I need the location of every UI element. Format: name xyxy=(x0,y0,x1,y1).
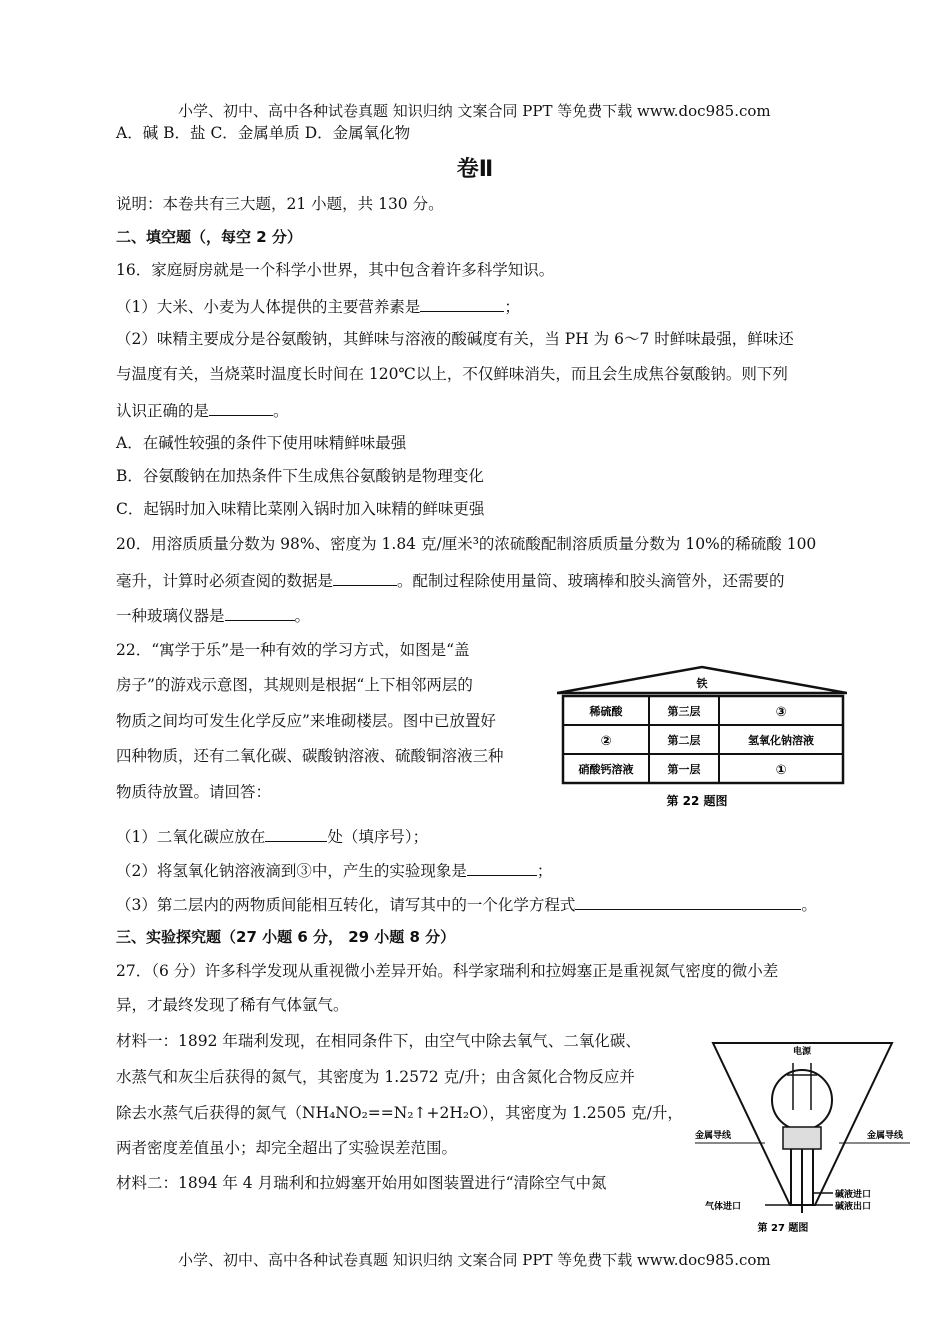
q22-sub3-blank[interactable] xyxy=(575,893,801,910)
q20-line1: 20．用溶质质量分数为 98%、密度为 1.84 克/厘米³的浓硫酸配制溶质质量分数为 10%的稀硫酸 100 xyxy=(116,535,817,553)
q16-option-b: B．谷氨酸钠在加热条件下生成焦谷氨酸钠是物理变化 xyxy=(116,467,484,485)
q16-sub1 xyxy=(116,295,520,317)
q22-sub1-b: 处（填序号）； xyxy=(327,828,429,846)
q22-line5: 物质待放置。请回答： xyxy=(116,783,272,801)
q27-m1-line3: 除去水蒸气后获得的氮气（NH₄NO₂==N₂↑+2H₂O），其密度为 1.2505 克/升， xyxy=(116,1104,683,1122)
q16-sub1-blank[interactable] xyxy=(420,295,504,312)
gas-inlet-label: 气体进口 xyxy=(705,1202,742,1212)
cell-row3-left: 稀硫酸 xyxy=(589,705,623,718)
q22-sub1 xyxy=(116,825,428,847)
page-header: 小学、初中、高中各种试卷真题 知识归纳 文案合同 PPT 等免费下载 www.doc985.com xyxy=(178,102,771,120)
q16-sub2-line3-text: 认识正确的是 xyxy=(116,402,210,420)
cell-row2-right: 氢氧化钠溶液 xyxy=(748,734,814,747)
section-note: 说明：本卷共有三大题，21 小题，共 130 分。 xyxy=(116,195,444,213)
q27-figure-caption: 第 27 题图 xyxy=(757,1223,809,1234)
page-footer: 小学、初中、高中各种试卷真题 知识归纳 文案合同 PPT 等免费下载 www.doc985.com xyxy=(178,1251,771,1269)
q22-line1: 22．“寓学于乐”是一种有效的学习方式，如图是“盖 xyxy=(116,641,470,659)
q16-sub1-text: （1）大米、小麦为人体提供的主要营养素是 xyxy=(116,298,421,316)
q22-sub2 xyxy=(116,859,552,881)
cell-row2-left: ② xyxy=(600,734,612,749)
q22-sub3-b: 。 xyxy=(801,896,817,914)
section-title: 卷Ⅱ xyxy=(456,157,494,182)
bulb-flask xyxy=(772,1070,832,1130)
q20-blank-2[interactable] xyxy=(225,604,295,621)
q16-option-a: A．在碱性较强的条件下使用味精鲜味最强 xyxy=(116,434,407,452)
q16-sub2-line2: 与温度有关，当烧菜时温度长时间在 120℃以上，不仅鲜味消失，而且会生成焦谷氨酸钠。则下列 xyxy=(116,365,788,383)
cell-row1-right: ① xyxy=(775,763,787,778)
cell-row3-mid: 第三层 xyxy=(667,705,701,718)
q22-figure-caption: 第 22 题图 xyxy=(666,794,728,808)
q16-sub2-line3 xyxy=(116,399,289,421)
q27-figure xyxy=(695,1035,910,1240)
q20-line3-a: 一种玻璃仪器是 xyxy=(116,607,225,625)
left-wire-label: 金属导线 xyxy=(695,1131,732,1141)
q16-option-c: C．起锅时加入味精比菜刚入锅时加入味精的鲜味更强 xyxy=(116,500,485,518)
q22-sub3 xyxy=(116,893,817,915)
flask-stopper xyxy=(783,1127,821,1149)
part2-heading: 二、填空题（，每空 2 分） xyxy=(116,228,302,246)
q22-sub1-a: （1）二氧化碳应放在 xyxy=(116,828,266,846)
q16-sub2-line3-end: 。 xyxy=(273,402,289,420)
q20-blank-1[interactable] xyxy=(333,569,397,586)
q22-line3: 物质之间均可发生化学反应”来堆砌楼层。图中已放置好 xyxy=(116,712,496,730)
q27-line1: 27．（6 分）许多科学发现从重视微小差异开始。科学家瑞利和拉姆塞正是重视氮气密度的微小差 xyxy=(116,962,779,980)
alkali-inlet-label: 碱液进口 xyxy=(835,1190,872,1200)
q22-sub2-blank[interactable] xyxy=(467,859,537,876)
q22-sub2-a: （2）将氢氧化钠溶液滴到③中，产生的实验现象是 xyxy=(116,862,467,880)
q20-line2-b: 。配制过程除使用量筒、玻璃棒和胶头滴管外，还需要的 xyxy=(397,572,785,590)
q22-figure xyxy=(557,663,847,813)
q27-line2: 异，才最终发现了稀有气体氩气。 xyxy=(116,996,349,1014)
q16-stem: 16．家庭厨房就是一个科学小世界，其中包含着许多科学知识。 xyxy=(116,261,555,279)
q16-sub2-blank[interactable] xyxy=(209,399,273,416)
q22-line2: 房子”的游戏示意图，其规则是根据“上下相邻两层的 xyxy=(116,676,473,694)
q27-m1-line4: 两者密度差值虽小；却完全超出了实验误差范围。 xyxy=(116,1139,458,1157)
q22-sub2-b: ； xyxy=(536,862,553,880)
q20-line2 xyxy=(116,569,785,591)
q22-line4: 四种物质，还有二氧化碳、碳酸钠溶液、硫酸铜溶液三种 xyxy=(116,747,504,765)
q16-sub1-end: ； xyxy=(504,298,520,316)
part3-heading: 三、实验探究题（27 小题 6 分， 29 小题 8 分） xyxy=(116,928,456,946)
cell-row2-mid: 第二层 xyxy=(667,734,701,747)
q22-sub1-blank[interactable] xyxy=(265,825,327,842)
q27-m2-line1: 材料二：1894 年 4 月瑞利和拉姆塞开始用如图装置进行“清除空气中氮 xyxy=(116,1174,607,1192)
q27-m1-line2: 水蒸气和灰尘后获得的氮气，其密度为 1.2572 克/升；由含氮化合物反应并 xyxy=(116,1068,635,1086)
q20-line2-a: 毫升，计算时必须查阅的数据是 xyxy=(116,572,334,590)
roof-label: 铁 xyxy=(696,677,708,690)
cell-row3-right: ③ xyxy=(775,705,787,720)
top-options: A．碱 B．盐 C．金属单质 D．金属氧化物 xyxy=(116,124,411,142)
q22-sub3-a: （3）第二层内的两物质间能相互转化，请写其中的一个化学方程式 xyxy=(116,896,576,914)
power-label: 电源 xyxy=(792,1047,812,1057)
cell-row1-mid: 第一层 xyxy=(667,763,701,776)
alkali-outlet-label: 碱液出口 xyxy=(835,1202,872,1212)
q20-line3 xyxy=(116,604,310,626)
q16-sub2-line1: （2）味精主要成分是谷氨酸钠，其鲜味与溶液的酸碱度有关，当 PH 为 6～7 时鲜味最强，鲜味还 xyxy=(116,330,794,348)
cell-row1-left: 硝酸钙溶液 xyxy=(578,763,634,776)
right-wire-label: 金属导线 xyxy=(867,1131,904,1141)
q20-line3-b: 。 xyxy=(294,607,311,625)
q27-m1-line1: 材料一：1892 年瑞利发现，在相同条件下，由空气中除去氧气、二氧化碳、 xyxy=(116,1032,641,1050)
